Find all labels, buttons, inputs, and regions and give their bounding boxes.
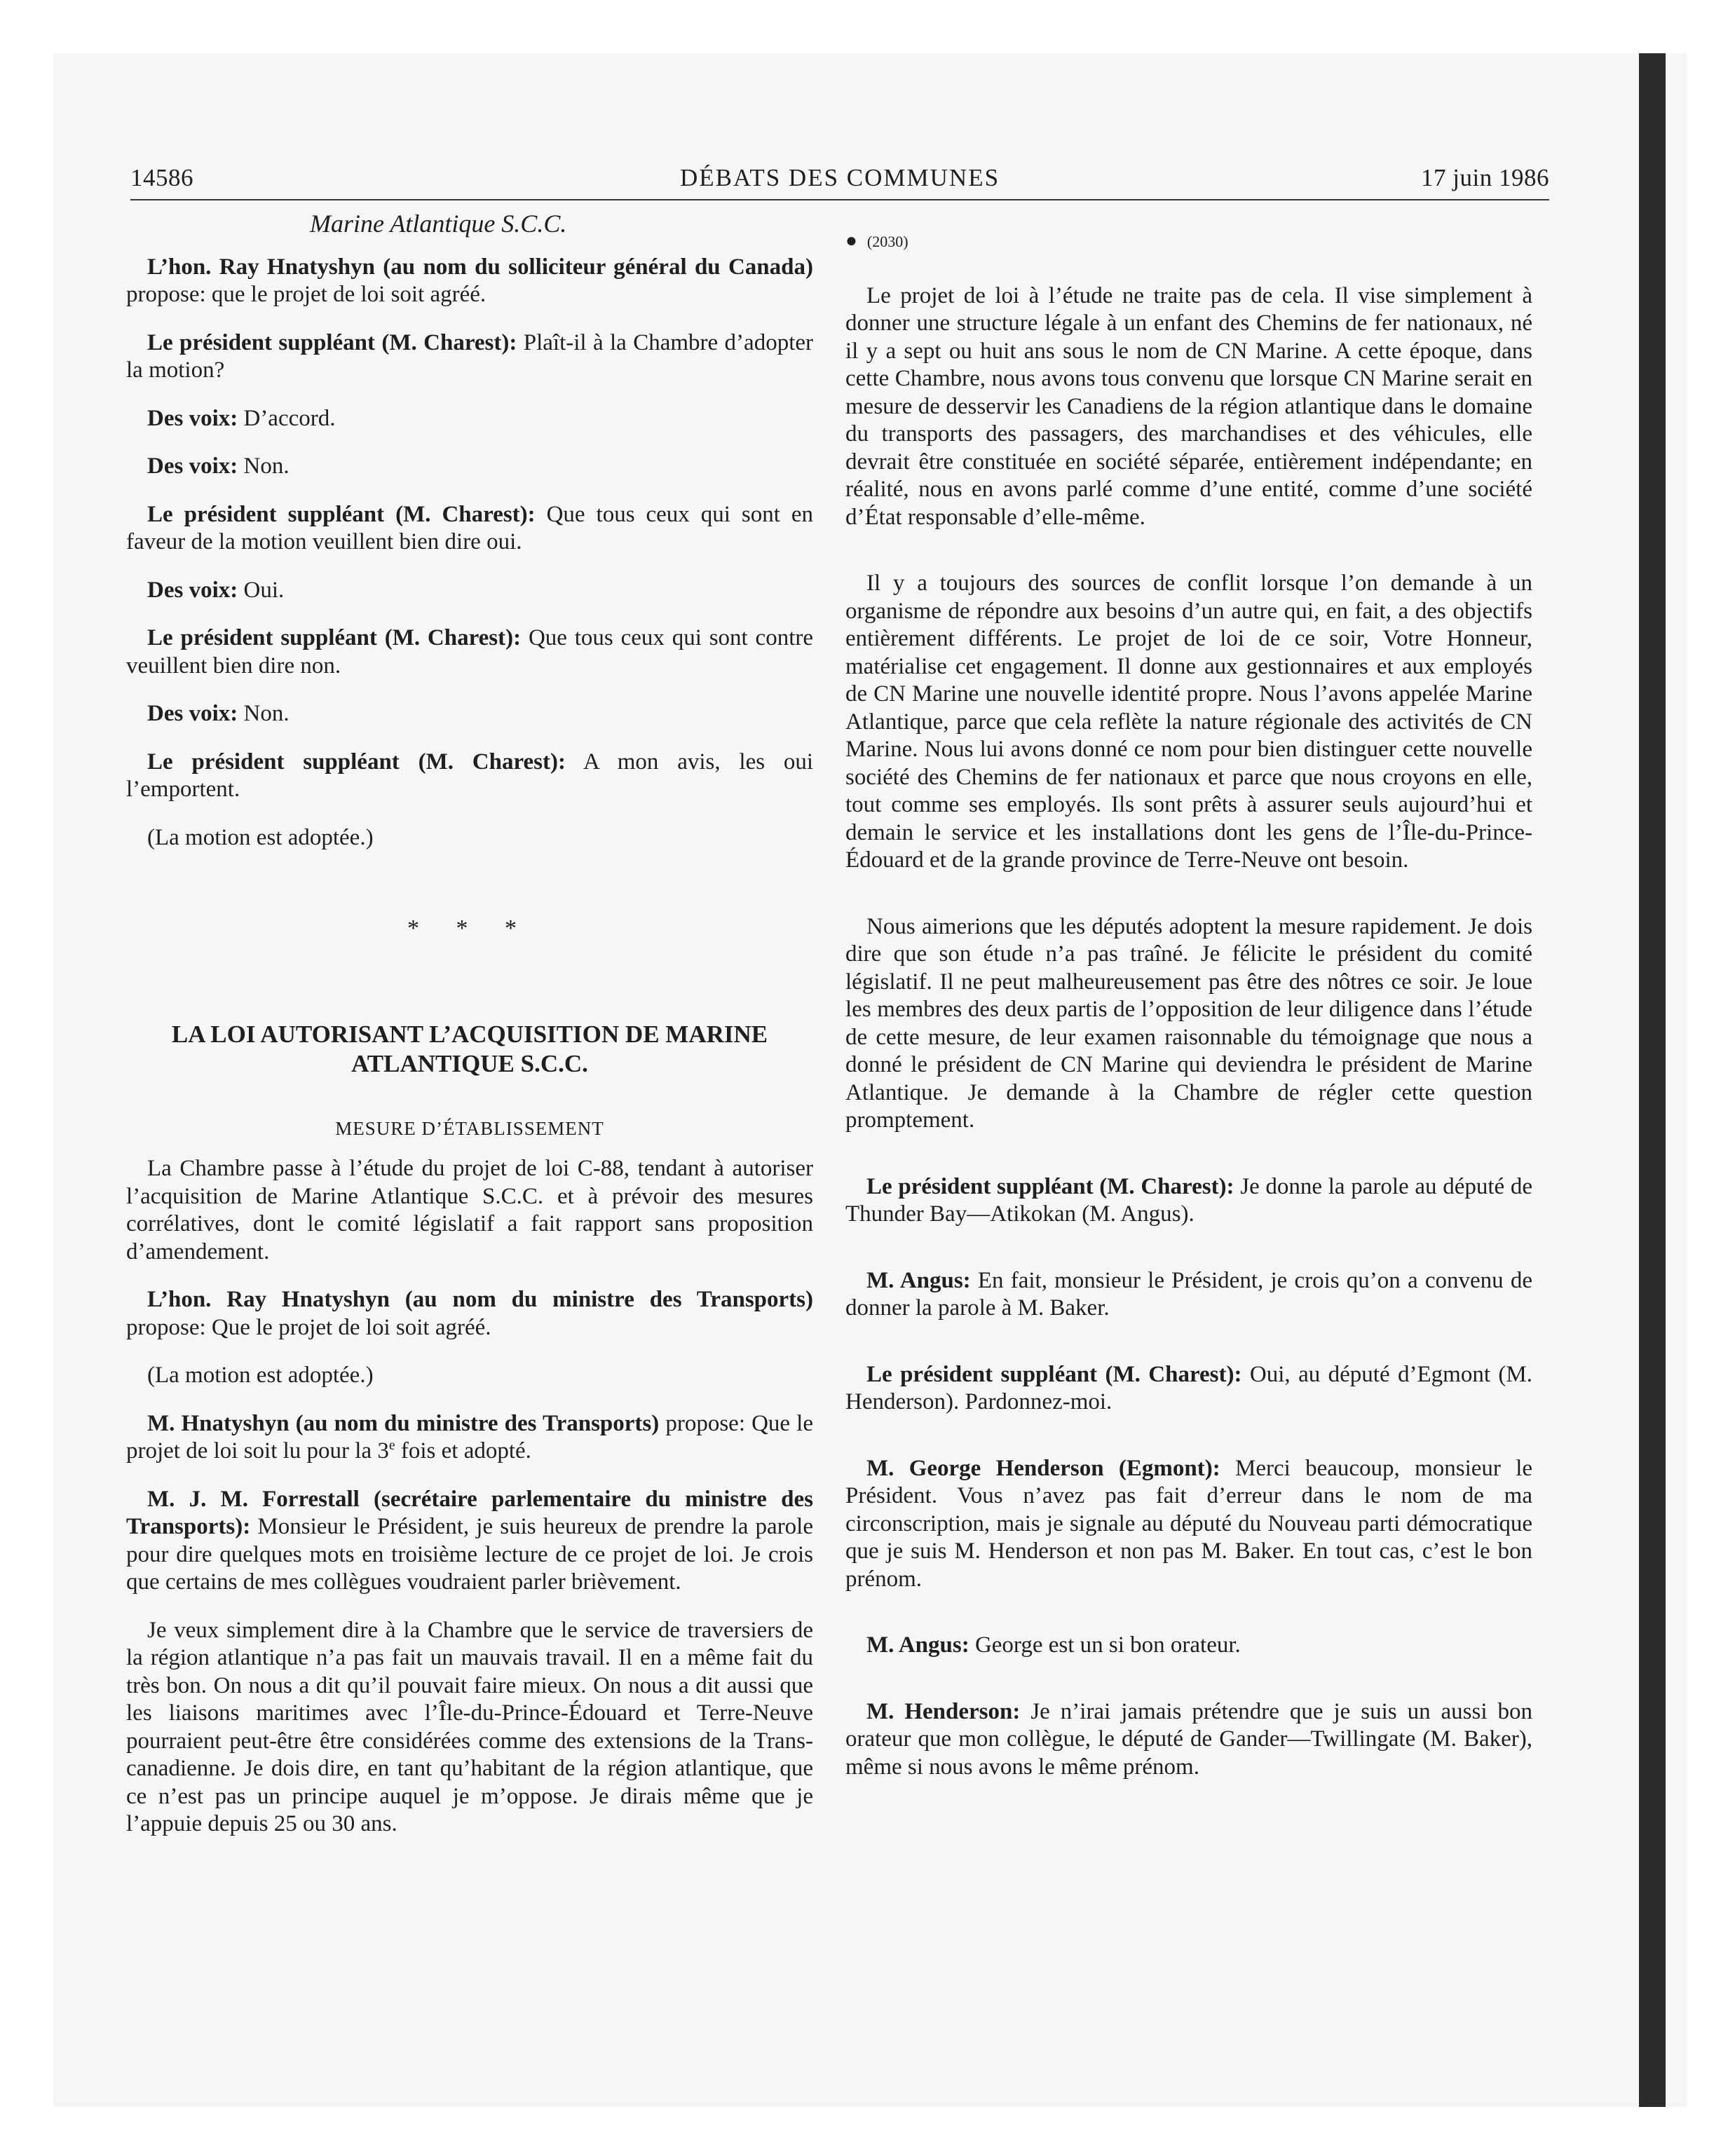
speaker: Le président suppléant (M. Charest): xyxy=(866,1361,1242,1387)
speech: Plaît-il à la Chambre d’adopter la motion? xyxy=(126,329,814,383)
right-column xyxy=(845,210,1532,1801)
paragraph xyxy=(845,1698,1532,1782)
timestamp-text: (2030) xyxy=(866,233,909,250)
paragraph xyxy=(126,405,813,433)
paragraph xyxy=(126,1486,813,1597)
speech: En fait, monsieur le Président, je crois qu’on a convenu de donner la parole à M. Baker. xyxy=(845,1267,1532,1321)
publication-title: DÉBATS DES COMMUNES xyxy=(679,164,1000,191)
paragraph: Il y a toujours des sources de conflit lorsque l’on demande à un organisme de répondre aux besoins d’un autre qui, en fait, a des objectifs entièrement différents. Le projet de loi de ce soir, Votre Honneur, matérialise cet engagement. Il donne aux gestionnaires et aux employés de CN Marine une nouvelle identité propre. Nous l’avons appelée Marine Atlantique, parce que cela reflète la nature régionale des activités de CN Marine. Nous lui avons donné ce nom pour bien distinguer cette nouvelle société des Chemins de fer nationaux et parce que nous croyons en elle, tout comme ses employés. Ils sont prêts à assurer seuls aujourd’hui et demain le service et les installations dont les gens de l’Île-du-Prince-Édouard et de la grande province de Terre-Neuve ont besoin. xyxy=(845,571,1532,873)
bill-heading: LA LOI AUTORISANT L’ACQUISITION DE MARINE ATLANTIQUE S.C.C. xyxy=(171,1020,768,1077)
section-separator: * * * xyxy=(407,915,532,941)
binding-edge xyxy=(1639,53,1666,2107)
speech: Je n’irai jamais prétendre que je suis un aussi bon orateur que mon collègue, le député de Gander—Twillingate (M. Baker), même si nous avons le même prénom. xyxy=(845,1698,1533,1780)
paragraph: La Chambre passe à l’étude du projet de loi C-88, tendant à autoriser l’acquisition de Marine Atlantique S.C.C. et à prévoir des mesures corrélatives, dont le comité législatif a fait rapport sans proposition d’amendement. xyxy=(126,1156,813,1264)
motion-note: (La motion est adoptée.) xyxy=(147,1363,374,1388)
speech: A mon avis, les oui l’emportent. xyxy=(126,749,814,802)
speaker: M. George Henderson (Egmont): xyxy=(866,1455,1220,1481)
subheading: Marine Atlantique S.C.C. xyxy=(310,210,567,238)
speech: propose: Que le projet de loi soit lu pour la 3 xyxy=(126,1410,813,1464)
paragraph xyxy=(845,1632,1532,1660)
timestamp xyxy=(845,227,1532,256)
speaker: M. J. M. Forrestall (secrétaire parlementaire du ministre des Transports): xyxy=(126,1486,813,1539)
speech: Non. xyxy=(238,701,290,726)
speech: Oui. xyxy=(238,577,285,603)
speech: Merci beaucoup, monsieur le Président. Vous n’avez pas fait d’erreur dans le nom de ma circonscription, mais je signale au député du Nouveau parti démocratique que je suis M. Henderson et non pas M. Baker. En tout cas, c’est le bon prénom. xyxy=(845,1455,1533,1592)
speaker: Le président suppléant (M. Charest): xyxy=(147,625,522,650)
speech: propose: que le projet de loi soit agréé. xyxy=(126,282,487,307)
speaker: M. Angus: xyxy=(866,1632,969,1658)
paragraph xyxy=(126,700,813,728)
speaker: L’hon. Ray Hnatyshyn (au nom du ministre des Transports) xyxy=(147,1287,813,1312)
speaker: Des voix: xyxy=(147,453,238,479)
page-date: 17 juin 1986 xyxy=(1421,164,1549,191)
speech: D’accord. xyxy=(238,405,336,431)
bullet-icon: ● xyxy=(845,230,857,252)
speaker: Des voix: xyxy=(147,701,238,726)
paragraph xyxy=(126,749,813,804)
paragraph xyxy=(845,1173,1532,1229)
speaker: Des voix: xyxy=(147,577,238,603)
paragraph xyxy=(126,501,813,557)
speech: Oui, au député d’Egmont (M. Henderson). Pardonnez-moi. xyxy=(845,1361,1533,1414)
speech: Que tous ceux qui sont contre veuillent bien dire non. xyxy=(126,625,813,678)
speaker: Le président suppléant (M. Charest): xyxy=(147,329,517,355)
left-column xyxy=(126,210,813,1859)
speech: Non. xyxy=(238,453,290,479)
speech: Je donne la parole au député de Thunder Bay—Atikokan (M. Angus). xyxy=(845,1173,1532,1227)
speaker: L’hon. Ray Hnatyshyn (au nom du solliciteur général du Canada) xyxy=(147,254,813,280)
motion-note: (La motion est adoptée.) xyxy=(147,824,374,850)
speaker: Le président suppléant (M. Charest): xyxy=(866,1173,1234,1199)
paragraph xyxy=(126,1286,813,1342)
paragraph: Nous aimerions que les députés adoptent la mesure rapidement. Je dois dire que son étude n’a pas traîné. Je félicite le président du comité législatif. Il ne peut malheureusement pas être des nôtres ce soir. Je loue les membres des deux partis de l’opposition de leur diligence dans l’étude de cette mesure, de leur examen raisonnable du témoignage que nous a donné le président de CN Marine qui deviendra le président de Marine Atlantique. Je demande à la Chambre de régler cette question promptement. xyxy=(845,913,1532,1133)
speaker: Des voix: xyxy=(147,405,238,431)
speech: George est un si bon orateur. xyxy=(969,1632,1241,1658)
speaker: M. Henderson: xyxy=(866,1698,1021,1724)
paragraph xyxy=(126,577,813,605)
paragraph xyxy=(126,625,813,680)
speech: fois et adopté. xyxy=(395,1438,531,1464)
speaker: Le président suppléant (M. Charest): xyxy=(147,749,566,775)
paragraph xyxy=(126,453,813,481)
page-header xyxy=(130,160,1549,200)
section-title: MESURE D’ÉTABLISSEMENT xyxy=(335,1117,604,1139)
paragraph xyxy=(126,329,813,385)
speaker: M. Angus: xyxy=(866,1267,971,1293)
speech: Monsieur le Président, je suis heureux de prendre la parole pour dire quelques mots en troisième lecture de ce projet de loi. Je crois que certains de mes collègues voudraient parler brièvement. xyxy=(126,1514,813,1595)
paragraph xyxy=(845,1455,1532,1594)
speech: Que tous ceux qui sont en faveur de la motion veuillent bien dire oui. xyxy=(126,501,814,554)
speaker: Le président suppléant (M. Charest): xyxy=(147,501,536,527)
superscript: e xyxy=(388,1438,395,1453)
page-number: 14586 xyxy=(130,164,193,191)
paragraph xyxy=(126,1410,813,1466)
paragraph: Le projet de loi à l’étude ne traite pas de cela. Il vise simplement à donner une structure légale à un enfant des Chemins de fer nationaux, né il y a sept ou huit ans sous le nom de CN Marine. A cette époque, dans cette Chambre, nous avons tous convenu que lorsque CN Marine serait en mesure de desservir les Canadiens de la région atlantique dans le domaine du transports des passagers, des marchandises et des véhicules, elle devrait être constituée en société séparée, entièrement indépendante; en réalité, nous en avons parlé comme d’une entité, comme d’une société d’État responsable d’elle-même. xyxy=(845,282,1532,530)
speech: propose: Que le projet de loi soit agréé. xyxy=(126,1314,491,1340)
paragraph xyxy=(845,1267,1532,1323)
paragraph: Je veux simplement dire à la Chambre que le service de traversiers de la région atlantique n’a pas fait un mauvais travail. Il en a même fait du très bon. On nous a dit qu’il pouvait faire mieux. On nous a dit aussi que les liaisons maritimes avec l’Île-du-Prince-Édouard et Terre-Neuve pourraient peut-être être considérées comme des extensions de la Trans-canadienne. Je dois dire, en tant qu’habitant de la région atlantique, que ce n’est pas un principe auquel je m’oppose. Je dirais même que je l’appuie depuis 25 ou 30 ans. xyxy=(126,1617,813,1836)
paragraph xyxy=(845,1361,1532,1417)
paragraph xyxy=(126,254,813,309)
speaker: M. Hnatyshyn (au nom du ministre des Transports) xyxy=(147,1410,660,1436)
